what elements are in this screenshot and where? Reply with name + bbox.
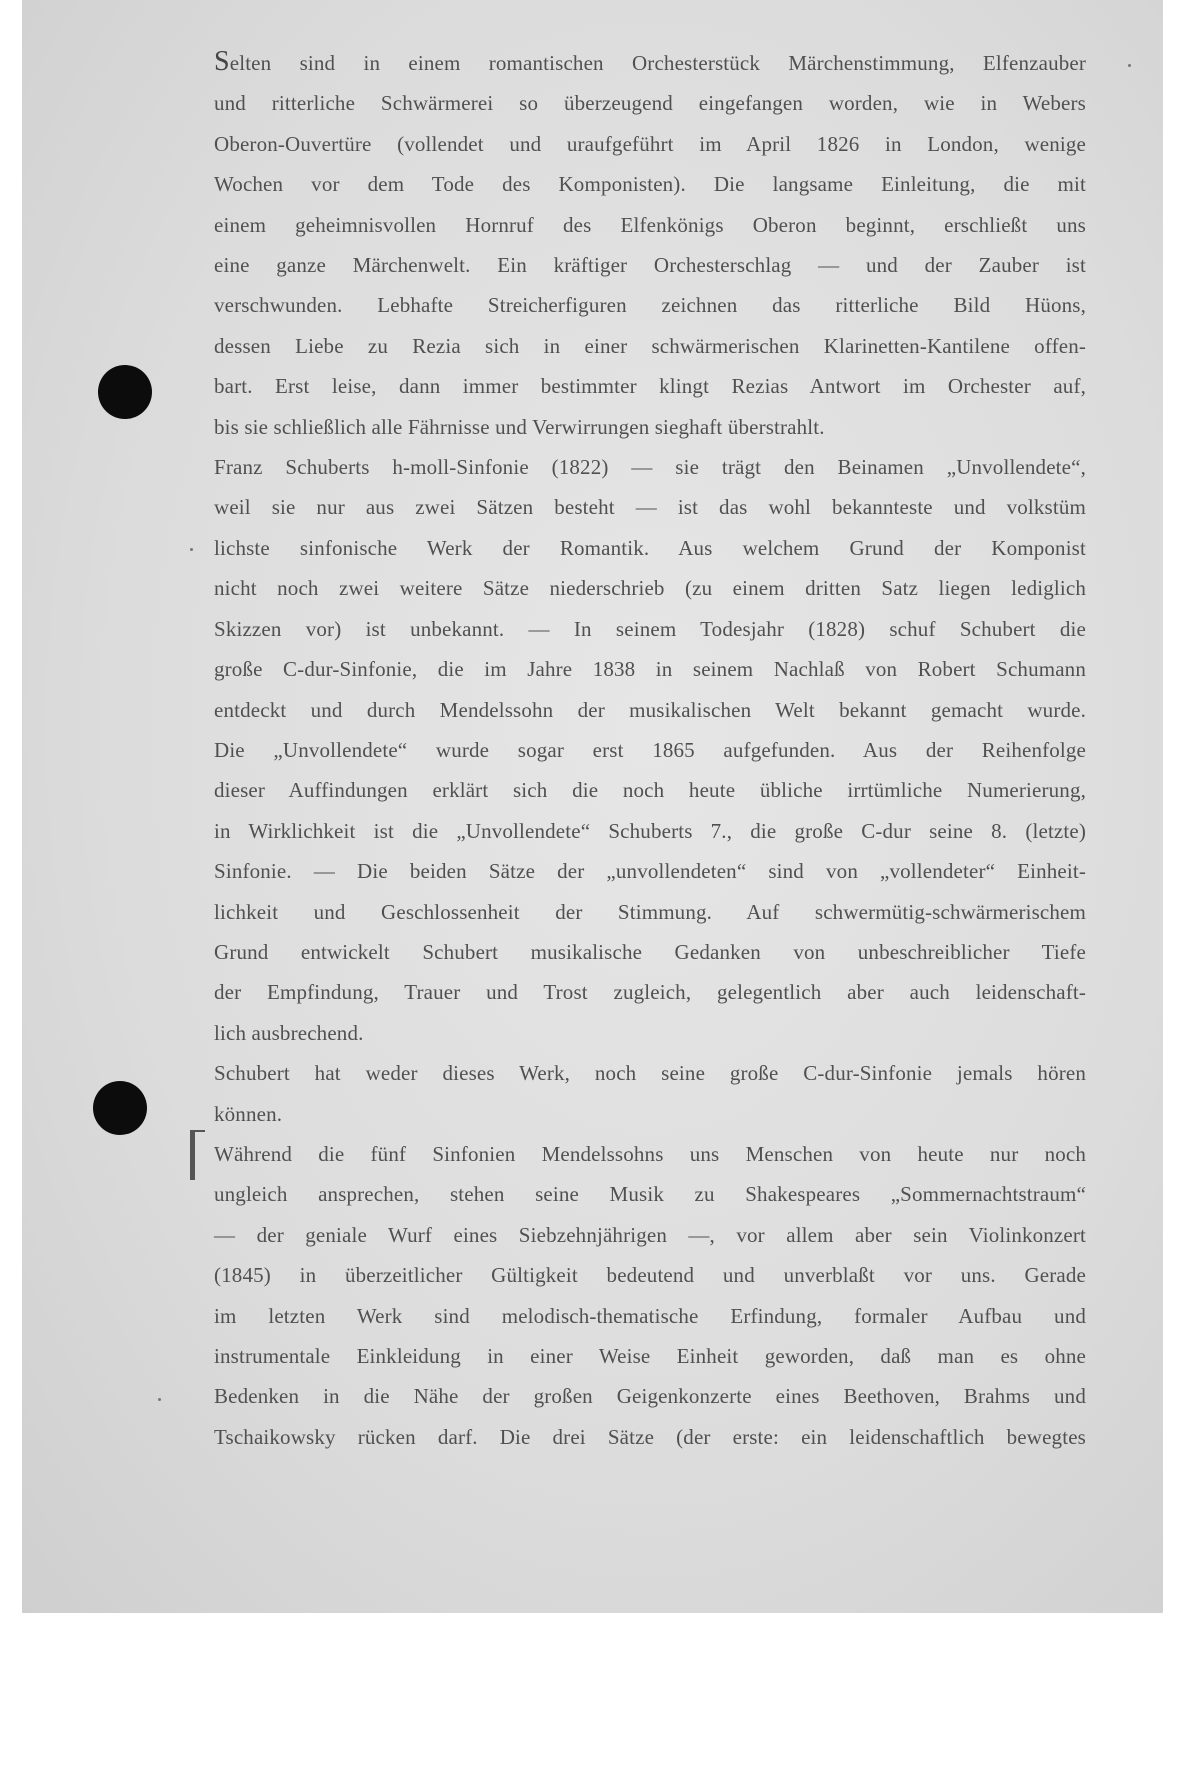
text-line: Skizzen vor) ist unbekannt. — In seinem Todesjahr (1828) schuf Schubert die xyxy=(214,616,1086,641)
text-line: eine ganze Märchenwelt. Ein kräftiger Orchesterschlag — und der Zauber ist xyxy=(214,253,1086,278)
text-line: Tschaikowsky rücken darf. Die drei Sätze (der erste: ein leidenschaftlich bewegtes xyxy=(214,1424,1086,1449)
first-line-text: elten sind in einem romantischen Orchesterstück Märchenstimmung, Elfenzauber xyxy=(229,51,1086,75)
text-line: lich ausbrechend. xyxy=(214,1020,364,1045)
text-line: ungleich ansprechen, stehen seine Musik zu Shakespeares „Sommernachtstraum“ xyxy=(214,1182,1086,1207)
text-line: und ritterliche Schwärmerei so überzeugend eingefangen worden, wie in Webers xyxy=(214,91,1086,116)
text-line: lichste sinfonische Werk der Romantik. Aus welchem Grund der Komponist xyxy=(214,535,1086,560)
text-line: der Empfindung, Trauer und Trost zugleich, gelegentlich aber auch leidenschaft- xyxy=(214,980,1086,1005)
text-line: Während die fünf Sinfonien Mendelssohns uns Menschen von heute nur noch xyxy=(214,1141,1086,1166)
text-line: (1845) in überzeitlicher Gültigkeit bedeutend und unverblaßt vor uns. Gerade xyxy=(214,1263,1086,1288)
text-line: Bedenken in die Nähe der großen Geigenkonzerte eines Beethoven, Brahms und xyxy=(214,1384,1086,1409)
text-line: dessen Liebe zu Rezia sich in einer schwärmerischen Klarinetten-Kantilene offen- xyxy=(214,333,1086,358)
text-line xyxy=(214,42,1086,83)
text-line: weil sie nur aus zwei Sätzen besteht — ist das wohl bekannteste und volkstüm xyxy=(214,495,1086,520)
text-line: verschwunden. Lebhafte Streicherfiguren zeichnen das ritterliche Bild Hüons, xyxy=(214,293,1086,318)
margin-bracket-mark xyxy=(190,1130,205,1180)
text-line: dieser Auffindungen erklärt sich die noch heute übliche irrtümliche Numerierung, xyxy=(214,778,1086,803)
text-line: entdeckt und durch Mendelssohn der musikalischen Welt bekannt gemacht wurde. xyxy=(214,697,1086,722)
text-line: in Wirklichkeit ist die „Unvollendete“ Schuberts 7., die große C-dur seine 8. (letzte) xyxy=(214,818,1086,843)
text-line: Die „Unvollendete“ wurde sogar erst 1865 aufgefunden. Aus der Reihenfolge xyxy=(214,737,1086,762)
text-line: Schubert hat weder dieses Werk, noch seine große C-dur-Sinfonie jemals hören xyxy=(214,1061,1086,1086)
paragraph xyxy=(214,1053,1086,1134)
text-line: bart. Erst leise, dann immer bestimmter klingt Rezias Antwort im Orchester auf, xyxy=(214,374,1086,399)
paragraph xyxy=(214,42,1086,447)
text-line: bis sie schließlich alle Fährnisse und Verwirrungen sieghaft überstrahlt. xyxy=(214,414,825,439)
text-line: große C-dur-Sinfonie, die im Jahre 1838 in seinem Nachlaß von Robert Schumann xyxy=(214,657,1086,682)
text-line: Franz Schuberts h-moll-Sinfonie (1822) — sie trägt den Beinamen „Unvollendete“, xyxy=(214,455,1086,480)
paragraph xyxy=(214,1134,1086,1457)
text-line: Wochen vor dem Tode des Komponisten). Die langsame Einleitung, die mit xyxy=(214,172,1086,197)
paper-speck xyxy=(1128,64,1131,67)
text-line: — der geniale Wurf eines Siebzehnjährigen —, vor allem aber sein Violinkonzert xyxy=(214,1222,1086,1247)
text-line: Sinfonie. — Die beiden Sätze der „unvollendeten“ sind von „vollendeter“ Einheit- xyxy=(214,859,1086,884)
text-line: instrumentale Einkleidung in einer Weise Einheit geworden, daß man es ohne xyxy=(214,1344,1086,1368)
punch-hole-top xyxy=(98,365,152,419)
document-body xyxy=(214,42,1086,1457)
text-line: im letzten Werk sind melodisch-thematische Erfindung, formaler Aufbau und xyxy=(214,1303,1086,1328)
text-line: lichkeit und Geschlossenheit der Stimmung. Auf schwermütig-schwärmerischem xyxy=(214,899,1086,924)
paragraph xyxy=(214,447,1086,1053)
initial-letter: S xyxy=(214,46,230,77)
text-line: können. xyxy=(214,1101,283,1126)
text-line: nicht noch zwei weitere Sätze niederschrieb (zu einem dritten Satz liegen lediglich xyxy=(214,576,1086,601)
paper-speck xyxy=(190,548,193,551)
text-line: Grund entwickelt Schubert musikalische Gedanken von unbeschreiblicher Tiefe xyxy=(214,939,1086,964)
text-line: Oberon-Ouvertüre (vollendet und uraufgeführt im April 1826 in London, wenige xyxy=(214,131,1086,156)
punch-hole-bottom xyxy=(93,1081,147,1135)
paper-speck xyxy=(158,1398,161,1401)
text-line: einem geheimnisvollen Hornruf des Elfenkönigs Oberon beginnt, erschließt uns xyxy=(214,212,1086,237)
